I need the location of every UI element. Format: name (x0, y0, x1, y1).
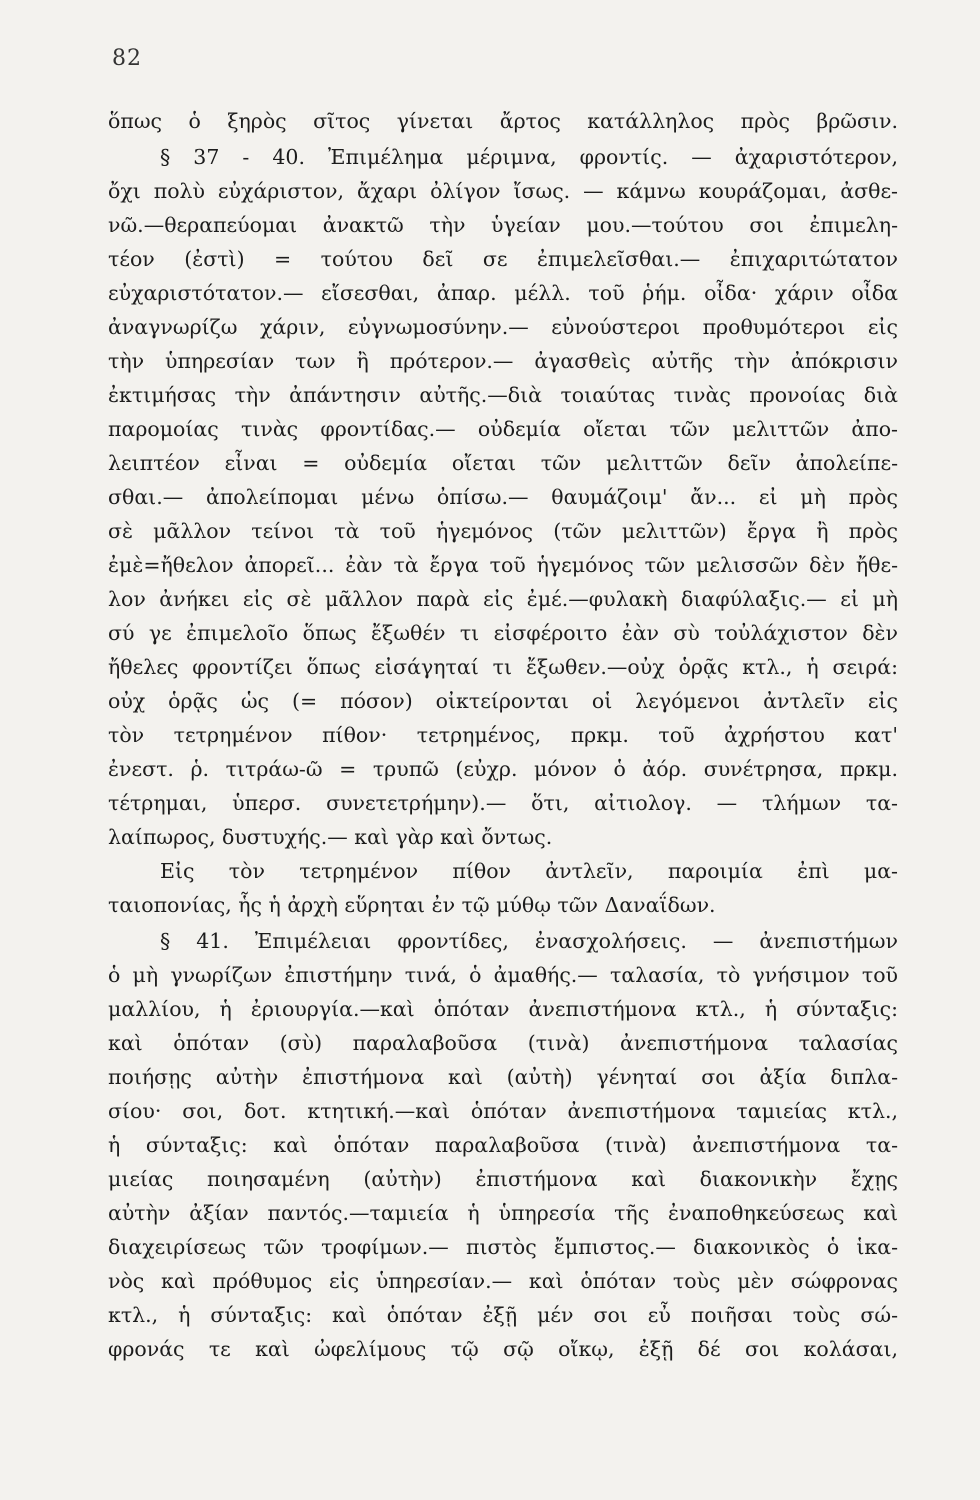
text-line: παρομοίας τινὰς φροντίδας.— οὐδεμία οἴεται τῶν μελιττῶν ἀπο- (108, 417, 898, 441)
text-line: § 37 - 40. Ἐπιμέλημα μέριμνα, φροντίς. — ἀχαριστότερον, (160, 145, 898, 169)
text-line: σὲ μᾶλλον τείνοι τὰ τοῦ ἡγεμόνος (τῶν μελιττῶν) ἔργα ἢ πρὸς (108, 519, 898, 543)
text-line: ἐμὲ=ἤθελον ἀπορεῖ... ἐὰν τὰ ἔργα τοῦ ἡγεμόνος τῶν μελισσῶν δὲν ἤθε- (108, 553, 898, 577)
text-line: λειπτέον εἶναι = οὐδεμία οἴεται τῶν μελιττῶν δεῖν ἀπολείπε- (108, 451, 898, 475)
text-line: κτλ., ἡ σύνταξις: καὶ ὁπόταν ἐξῇ μέν σοι εὖ ποιῆσαι τοὺς σώ- (108, 1303, 898, 1327)
text-line: οὐχ ὁρᾷς ὡς (= πόσον) οἰκτείρονται οἱ λεγόμενοι ἀντλεῖν εἰς (108, 689, 898, 713)
text-line: ὁ μὴ γνωρίζων ἐπιστήμην τινά, ὁ ἀμαθής.— ταλασία, τὸ γνήσιμον τοῦ (108, 963, 898, 987)
text-line: τέτρημαι, ὑπερσ. συνετετρήμην).— ὅτι, αἰτιολογ. — τλήμων τα- (108, 791, 898, 815)
text-line: ἐνεστ. ῥ. τιτράω-ῶ = τρυπῶ (εὐχρ. μόνον ὁ ἀόρ. συνέτρησα, πρκμ. (108, 757, 898, 781)
text-line: ἡ σύνταξις: καὶ ὁπόταν παραλαβοῦσα (τινὰ) ἀνεπιστήμονα τα- (108, 1133, 898, 1157)
text-line: σθαι.— ἀπολείπομαι μένω ὀπίσω.— θαυμάζοιμ' ἄν... εἰ μὴ πρὸς (108, 485, 898, 509)
page-number: 82 (112, 46, 142, 71)
text-line: ταιοπονίας, ἧς ἡ ἀρχὴ εὕρηται ἐν τῷ μύθῳ τῶν Δαναΐδων. (108, 893, 716, 917)
text-line: διαχειρίσεως τῶν τροφίμων.— πιστὸς ἔμπιστος.— διακονικὸς ὁ ἱκα- (108, 1235, 898, 1259)
text-line: μιείας ποιησαμένη (αὐτὴν) ἐπιστήμονα καὶ διακονικὴν ἔχῃς (108, 1167, 898, 1191)
text-line: § 41. Ἐπιμέλειαι φροντίδες, ἐνασχολήσεις. — ἀνεπιστήμων (160, 929, 898, 953)
text-line: τὸν τετρημένον πίθον· τετρημένος, πρκμ. τοῦ ἀχρήστου κατ' (108, 723, 898, 747)
text-line: ὄχι πολὺ εὐχάριστον, ἄχαρι ὀλίγον ἴσως. — κάμνω κουράζομαι, ἀσθε- (108, 179, 898, 203)
text-line: μαλλίου, ἡ ἐριουργία.—καὶ ὁπόταν ἀνεπιστήμονα κτλ., ἡ σύνταξις: (108, 997, 898, 1021)
text-line: φρονάς τε καὶ ὠφελίμους τῷ σῷ οἴκῳ, ἐξῇ δέ σοι κολάσαι, (108, 1337, 898, 1361)
text-line: νὸς καὶ πρόθυμος εἰς ὑπηρεσίαν.— καὶ ὁπόταν τοὺς μὲν σώφρονας (108, 1269, 898, 1293)
text-line: λαίπωρος, δυστυχής.— καὶ γὰρ καὶ ὄντως. (108, 825, 553, 849)
text-line: ὅπως ὁ ξηρὸς σῖτος γίνεται ἄρτος κατάλληλος πρὸς βρῶσιν. (108, 109, 898, 133)
text-line: σίου· σοι, δοτ. κτητική.—καὶ ὁπόταν ἀνεπιστήμονα ταμιείας κτλ., (108, 1099, 898, 1123)
text-line: αὐτὴν ἀξίαν παντός.—ταμιεία ἡ ὑπηρεσία τῆς ἐναποθηκεύσεως καὶ (108, 1201, 898, 1225)
text-line: τὴν ὑπηρεσίαν των ἢ πρότερον.— ἀγασθεὶς αὐτῆς τὴν ἀπόκρισιν (108, 349, 898, 373)
text-line: τέον (ἐστὶ) = τούτου δεῖ σε ἐπιμελεῖσθαι.— ἐπιχαριτώτατον (108, 247, 898, 271)
text-line: ἀναγνωρίζω χάριν, εὐγνωμοσύνην.— εὐνούστεροι προθυμότεροι εἰς (108, 315, 898, 339)
text-line: ἐκτιμήσας τὴν ἀπάντησιν αὐτῆς.—διὰ τοιαύτας τινὰς προνοίας διὰ (108, 383, 898, 407)
text-line: λον ἀνήκει εἰς σὲ μᾶλλον παρὰ εἰς ἐμέ.—φυλακὴ διαφύλαξις.— εἰ μὴ (108, 587, 898, 611)
text-line: εὐχαριστότατον.— εἴσεσθαι, ἀπαρ. μέλλ. τοῦ ῥήμ. οἶδα· χάριν οἶδα (108, 281, 898, 305)
text-line: νῶ.—θεραπεύομαι ἀνακτῶ τὴν ὑγείαν μου.—τούτου σοι ἐπιμελη- (108, 213, 898, 237)
text-line: καὶ ὁπόταν (σὺ) παραλαβοῦσα (τινὰ) ἀνεπιστήμονα ταλασίας (108, 1031, 898, 1055)
text-line: ποιήσῃς αὐτὴν ἐπιστήμονα καὶ (αὐτὴ) γένηταί σοι ἀξία διπλα- (108, 1065, 898, 1089)
text-line: σύ γε ἐπιμελοῖο ὅπως ἔξωθέν τι εἰσφέροιτο ἐὰν σὺ τοὐλάχιστον δὲν (108, 621, 898, 645)
text-line: ἤθελες φροντίζει ὅπως εἰσάγηταί τι ἔξωθεν.—οὐχ ὁρᾷς κτλ., ἡ σειρά: (108, 655, 898, 679)
text-line: Εἰς τὸν τετρημένον πίθον ἀντλεῖν, παροιμία ἐπὶ μα- (160, 859, 898, 883)
